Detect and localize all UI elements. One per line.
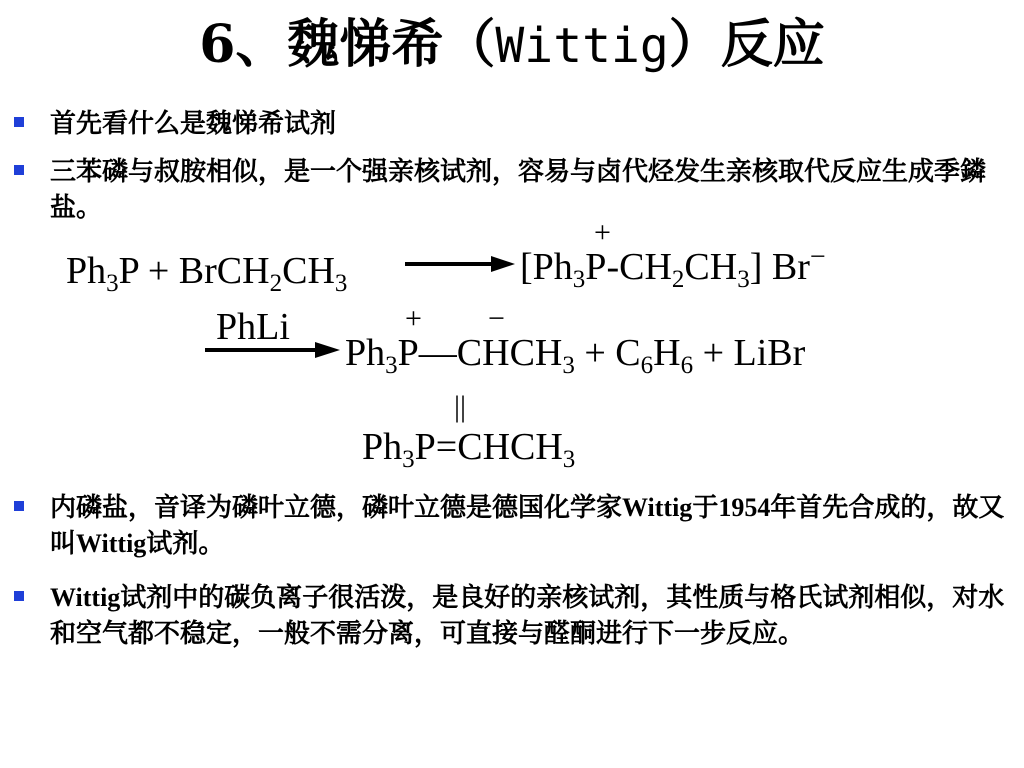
equation-1-reactants: $Ph_3P$ + $BrCH_2CH_3$ — [66, 250, 348, 297]
equation-2-reagent: PhLi — [216, 306, 290, 348]
equation-2-product: $Ph_3P—CHCH_3 + C_6H_6$ + LiBr — [345, 332, 806, 379]
title-name: Wittig — [495, 18, 669, 74]
bullet-square-icon — [14, 591, 24, 601]
bullet-3: 内磷盐，音译为磷叶立德，磷叶立德是德国化学家Wittig于1954年首先合成的，故又叫Wittig试剂。 — [50, 490, 1010, 562]
page-title — [0, 14, 1024, 77]
resonance-symbol: || — [454, 390, 467, 423]
equation-1-product: $[Ph_3P-CH_2CH_3]$ Br− — [520, 241, 826, 293]
equation-3-ylene: $Ph_3P=CHCH_3$ — [362, 426, 576, 473]
ylide-positive-charge: + — [405, 302, 422, 335]
title-suffix: ）反应 — [668, 14, 825, 75]
bullet-1 — [50, 106, 1010, 142]
phosphonium-charge: + — [594, 216, 611, 249]
bullet-2-text: 三苯磷与叔胺相似，是一个强亲核试剂，容易与卤代烃发生亲核取代反应生成季鏻盐。 — [50, 157, 987, 223]
bullet-square-icon — [14, 501, 24, 511]
bullet-4: Wittig试剂中的碳负离子很活泼，是良好的亲核试剂，其性质与格氏试剂相似，对水和空气都不稳定，一般不需分离，可直接与醛酮进行下一步反应。 — [50, 580, 1010, 652]
reaction-arrow-1-icon — [405, 254, 515, 274]
bullet-1-text: 首先看什么是魏悌希试剂 — [50, 109, 337, 139]
reaction-arrow-2-icon — [205, 340, 340, 360]
ylide-negative-charge: − — [488, 302, 505, 335]
bullet-square-icon — [14, 165, 24, 175]
bullet-square-icon — [14, 117, 24, 127]
bullet-2 — [50, 154, 1010, 226]
title-prefix: 6、魏悌希（ — [199, 14, 496, 75]
